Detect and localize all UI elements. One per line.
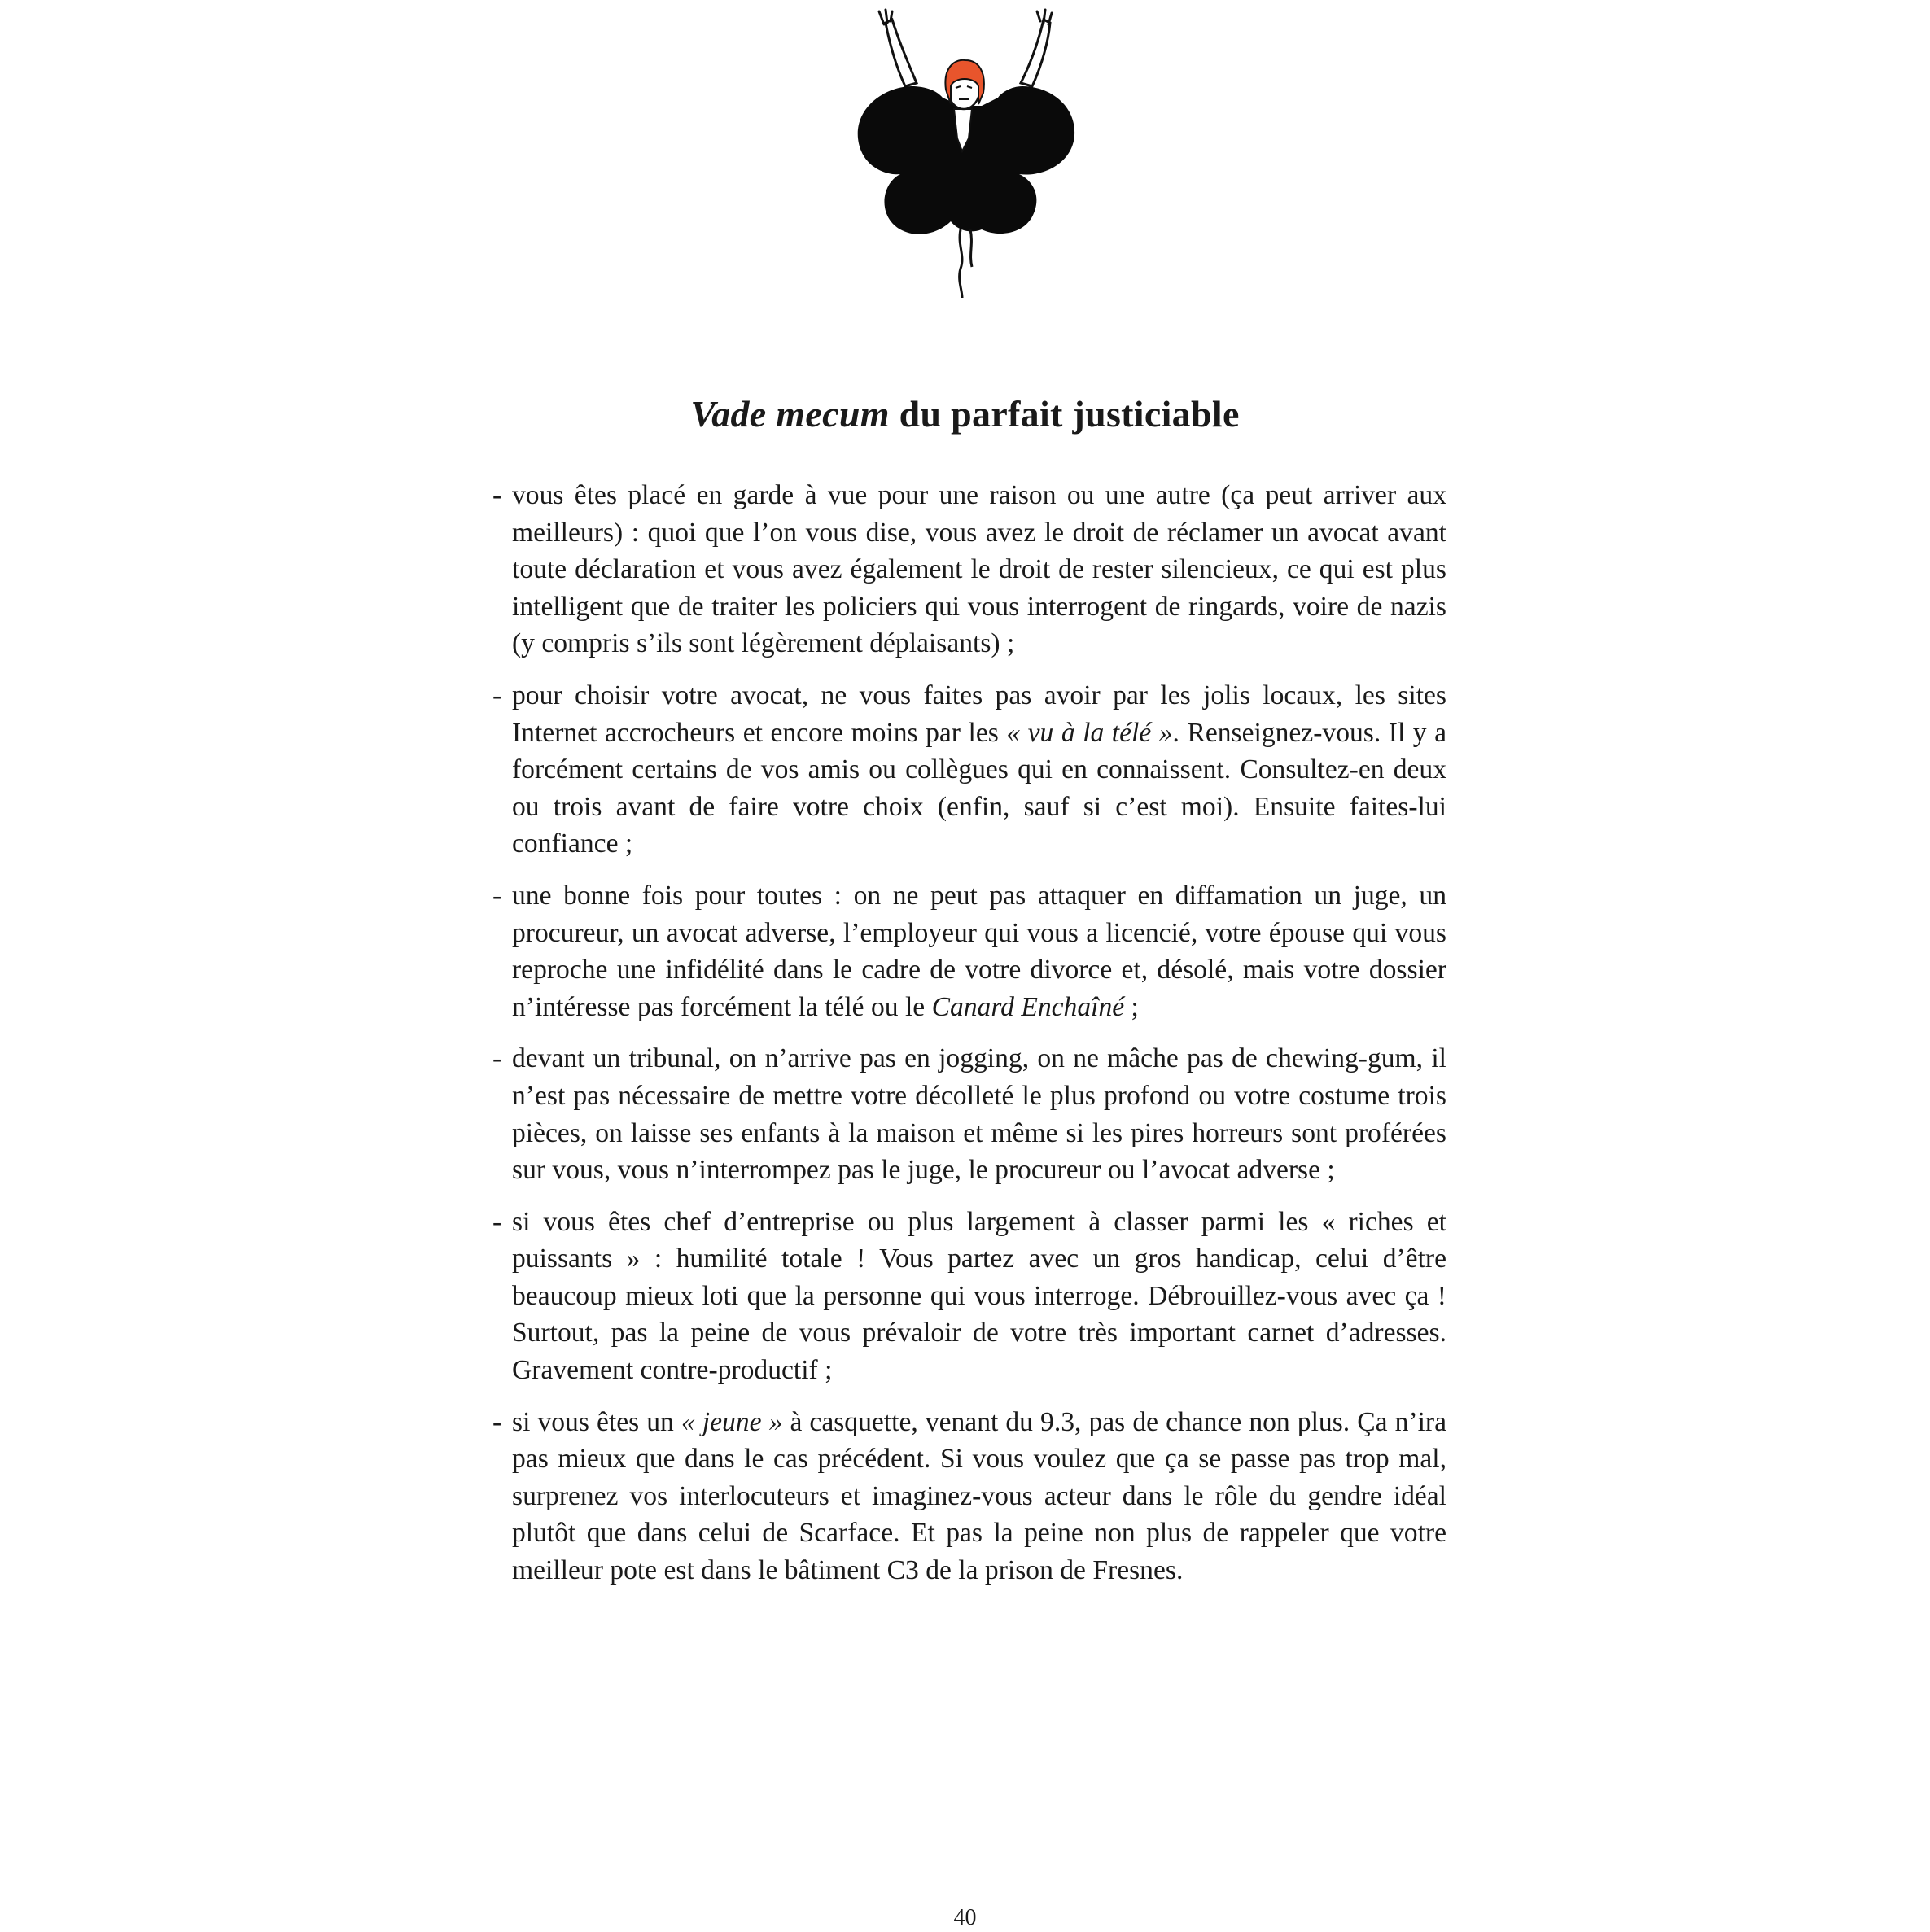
advice-list — [492, 477, 1446, 1604]
list-item-text: pour choisir votre avocat, ne vous faites pas avoir par les jolis locaux, les sites Internet accrocheurs et encore moins par les — [512, 680, 1446, 748]
list-item-text: une bonne fois pour toutes : on ne peut pas attaquer en diffamation un juge, un procureur, un avocat adverse, l’employeur qui vous a licencié, votre épouse qui vous reproche une infidélité dans le cadre de votre divorce et, désolé, mais votre dossier n’intéresse pas forcément la télé ou le — [512, 880, 1446, 1022]
list-dash: - — [492, 480, 502, 510]
list-item — [492, 477, 1446, 662]
list-item-emphasis: « vu à la télé » — [1006, 717, 1173, 748]
list-item-text: si vous êtes chef d’entreprise ou plus largement à classer parmi les « riches et puissants » : humilité totale ! Vous partez avec un gros handicap, celui d’être beaucoup mieux loti que la personne qui vous interroge. Débrouillez-vous avec ça ! Surtout, pas la peine de vous prévaloir de votre très important carnet d’adresses. Gravement contre-productif ; — [512, 1206, 1446, 1386]
list-item-text: . Renseignez-vous. Il y a forcément certains de vos amis ou collègues qui en connaissent. Consultez-en deux ou trois avant de faire votre choix (enfin, sauf si c’est moi). Ensuite faites-lui confiance ; — [512, 717, 1446, 859]
list-item-text: à casquette, venant du 9.3, pas de chance non plus. Ça n’ira pas mieux que dans le cas précédent. Si vous voulez que ça se passe pas trop mal, surprenez vos interlocuteurs et imaginez-vous acteur dans le rôle du gendre idéal plutôt que dans celui de Scarface. Et pas la peine non plus de rappeler que votre meilleur pote est dans le bâtiment C3 de la prison de Fresnes. — [512, 1406, 1446, 1586]
list-dash: - — [492, 880, 502, 911]
list-dash: - — [492, 680, 502, 710]
list-item — [492, 1040, 1446, 1188]
list-dash: - — [492, 1043, 502, 1074]
title-italic: Vade mecum — [690, 392, 890, 435]
list-item — [492, 677, 1446, 863]
list-dash: - — [492, 1406, 502, 1437]
list-item-text: vous êtes placé en garde à vue pour une raison ou une autre (ça peut arriver aux meilleurs) : quoi que l’on vous dise, vous avez le droit de réclamer un avocat avant toute déclaration et vous avez également le droit de rester silencieux, ce qui est plus intelligent que de traiter les policiers qui vous interrogent de ringards, voire de nazis (y compris s’ils sont légèrement déplaisants) ; — [512, 480, 1446, 659]
title-rest: du parfait justiciable — [889, 392, 1240, 435]
list-item-emphasis: Canard Enchaîné — [931, 991, 1125, 1022]
list-item-text: si vous êtes un — [512, 1406, 681, 1437]
list-item — [492, 1404, 1446, 1589]
list-item-emphasis: « jeune » — [681, 1406, 783, 1437]
list-item — [492, 877, 1446, 1025]
page-title — [0, 390, 1930, 439]
list-item-text: devant un tribunal, on n’arrive pas en jogging, on ne mâche pas de chewing-gum, il n’est pas nécessaire de mettre votre décolleté le plus profond ou votre costume trois pièces, on laisse ses enfants à la maison et même si les pires horreurs sont proférées sur vous, vous n’interrompez pas le juge, le procureur ou l’avocat adverse ; — [512, 1043, 1446, 1186]
lawyer-in-robe-illustration — [838, 8, 1091, 301]
list-dash: - — [492, 1206, 502, 1237]
list-item-text: ; — [1124, 991, 1139, 1022]
page-number: 40 — [953, 1905, 977, 1930]
list-item — [492, 1204, 1446, 1389]
